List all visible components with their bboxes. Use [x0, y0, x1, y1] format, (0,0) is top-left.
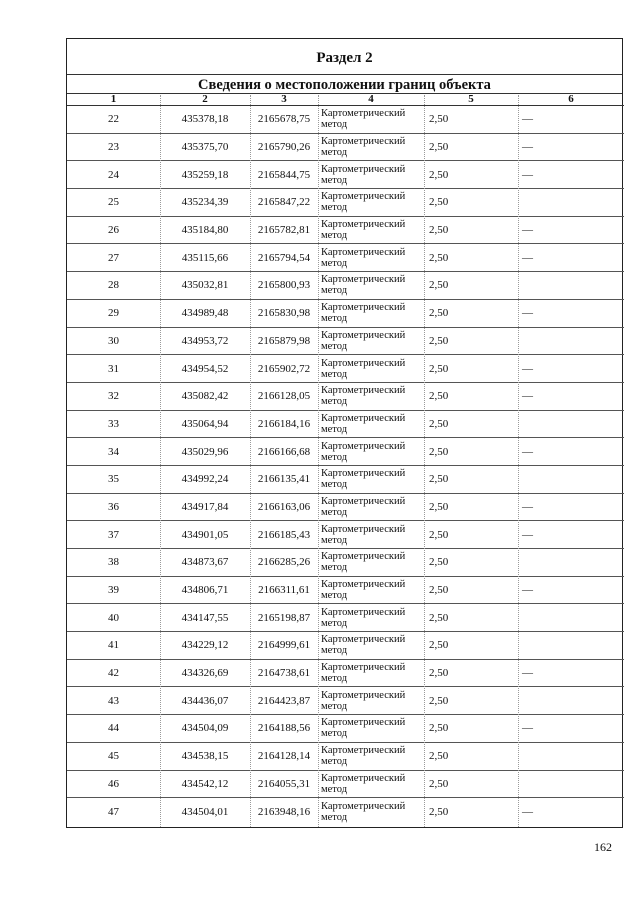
- accuracy-cell: 2,50: [424, 410, 518, 438]
- point-number-cell: 34: [67, 438, 160, 466]
- accuracy-cell: 2,50: [424, 604, 518, 632]
- accuracy-cell: 2,50: [424, 382, 518, 410]
- method-cell: Картометрический метод: [318, 549, 424, 577]
- table-row: [67, 133, 624, 161]
- y-coordinate-cell: 2165879,98: [250, 327, 318, 355]
- column-divider: [160, 95, 161, 827]
- method-cell: Картометрический метод: [318, 272, 424, 300]
- table-row: [67, 216, 624, 244]
- description-cell: [518, 465, 624, 493]
- description-cell: [518, 272, 624, 300]
- description-cell: [518, 327, 624, 355]
- point-number-cell: 35: [67, 465, 160, 493]
- y-coordinate-cell: 2166185,43: [250, 521, 318, 549]
- method-cell: Картометрический метод: [318, 493, 424, 521]
- x-coordinate-cell: 434147,55: [160, 604, 250, 632]
- x-coordinate-cell: 434873,67: [160, 549, 250, 577]
- description-cell: —: [518, 355, 624, 383]
- method-cell: Картометрический метод: [318, 216, 424, 244]
- description-cell: —: [518, 216, 624, 244]
- y-coordinate-cell: 2164188,56: [250, 715, 318, 743]
- section-title: Раздел 2: [67, 39, 622, 75]
- description-cell: [518, 549, 624, 577]
- description-cell: —: [518, 715, 624, 743]
- point-number-cell: 28: [67, 272, 160, 300]
- y-coordinate-cell: 2165794,54: [250, 244, 318, 272]
- method-cell: Картометрический метод: [318, 604, 424, 632]
- table-row: [67, 770, 624, 798]
- point-number-cell: 40: [67, 604, 160, 632]
- y-coordinate-cell: 2164738,61: [250, 659, 318, 687]
- column-header: 5: [424, 94, 518, 106]
- y-coordinate-cell: 2166135,41: [250, 465, 318, 493]
- x-coordinate-cell: 434326,69: [160, 659, 250, 687]
- point-number-cell: 29: [67, 299, 160, 327]
- table-row: [67, 632, 624, 660]
- y-coordinate-cell: 2165844,75: [250, 161, 318, 189]
- x-coordinate-cell: 434917,84: [160, 493, 250, 521]
- x-coordinate-cell: 435115,66: [160, 244, 250, 272]
- method-cell: Картометрический метод: [318, 244, 424, 272]
- description-cell: —: [518, 659, 624, 687]
- description-cell: [518, 687, 624, 715]
- table-row: [67, 687, 624, 715]
- accuracy-cell: 2,50: [424, 465, 518, 493]
- table-row: [67, 272, 624, 300]
- accuracy-cell: 2,50: [424, 493, 518, 521]
- column-header: 1: [67, 94, 160, 106]
- table-row: [67, 106, 624, 134]
- point-number-cell: 23: [67, 133, 160, 161]
- x-coordinate-cell: 435064,94: [160, 410, 250, 438]
- x-coordinate-cell: 434989,48: [160, 299, 250, 327]
- column-divider: [318, 95, 319, 827]
- y-coordinate-cell: 2166285,26: [250, 549, 318, 577]
- point-number-cell: 45: [67, 742, 160, 770]
- method-cell: Картометрический метод: [321, 800, 406, 823]
- method-cell: Картометрический метод: [318, 189, 424, 217]
- method-cell: Картометрический метод: [318, 327, 424, 355]
- y-coordinate-cell: 2164999,61: [250, 632, 318, 660]
- x-coordinate-cell: 434806,71: [160, 576, 250, 604]
- x-coordinate-cell: 434954,52: [160, 355, 250, 383]
- boundary-table: [67, 94, 624, 825]
- x-coordinate-cell: 434953,72: [160, 327, 250, 355]
- table-row: [67, 327, 624, 355]
- description-cell: —: [518, 299, 624, 327]
- method-cell: Картометрический метод: [318, 410, 424, 438]
- table-row: [67, 438, 624, 466]
- method-cell: Картометрический метод: [318, 632, 424, 660]
- accuracy-cell: 2,50: [424, 576, 518, 604]
- description-cell: —: [518, 161, 624, 189]
- description-cell: —: [518, 244, 624, 272]
- x-coordinate-cell: 435029,96: [160, 438, 250, 466]
- y-coordinate-cell: 2166311,61: [250, 576, 318, 604]
- description-cell: —: [522, 805, 533, 818]
- point-number-cell: 38: [67, 549, 160, 577]
- method-cell: Картометрический метод: [318, 382, 424, 410]
- accuracy-cell: 2,50: [424, 742, 518, 770]
- point-number-cell: 42: [67, 659, 160, 687]
- y-coordinate-cell: 2165830,98: [250, 299, 318, 327]
- table-row: [67, 299, 624, 327]
- method-cell: Картометрический метод: [318, 133, 424, 161]
- y-coordinate-cell: 2165800,93: [250, 272, 318, 300]
- point-number-cell: 32: [67, 382, 160, 410]
- x-coordinate-cell: 435375,70: [160, 133, 250, 161]
- description-cell: —: [518, 493, 624, 521]
- description-cell: [518, 189, 624, 217]
- table-row: [67, 244, 624, 272]
- y-coordinate-cell: 2164055,31: [250, 770, 318, 798]
- point-number-cell: 44: [67, 715, 160, 743]
- point-number-cell: 37: [67, 521, 160, 549]
- accuracy-cell: 2,50: [424, 549, 518, 577]
- accuracy-cell: 2,50: [424, 189, 518, 217]
- table-row: [67, 410, 624, 438]
- table-body: [67, 106, 624, 825]
- table-row: [67, 493, 624, 521]
- y-coordinate-cell: 2164128,14: [250, 742, 318, 770]
- description-cell: [518, 770, 624, 798]
- y-coordinate-cell: 2165790,26: [250, 133, 318, 161]
- table-row: [67, 576, 624, 604]
- method-cell: Картометрический метод: [318, 576, 424, 604]
- table-row: [67, 798, 624, 825]
- column-header: 2: [160, 94, 250, 106]
- accuracy-cell: 2,50: [424, 299, 518, 327]
- x-coordinate-cell: 434504,01: [181, 805, 229, 818]
- x-coordinate-cell: 435082,42: [160, 382, 250, 410]
- description-cell: —: [518, 521, 624, 549]
- x-coordinate-cell: 434504,09: [160, 715, 250, 743]
- y-coordinate-cell: 2166163,06: [250, 493, 318, 521]
- y-coordinate-cell: 2166166,68: [250, 438, 318, 466]
- y-coordinate-cell: 2166128,05: [250, 382, 318, 410]
- y-coordinate-cell: 2164423,87: [250, 687, 318, 715]
- method-cell: Картометрический метод: [318, 742, 424, 770]
- point-number-cell: 43: [67, 687, 160, 715]
- x-coordinate-cell: 435259,18: [160, 161, 250, 189]
- method-cell: Картометрический метод: [318, 299, 424, 327]
- point-number-cell: 27: [67, 244, 160, 272]
- accuracy-cell: 2,50: [424, 715, 518, 743]
- accuracy-cell: 2,50: [424, 521, 518, 549]
- x-coordinate-cell: 434901,05: [160, 521, 250, 549]
- point-number-cell: 30: [67, 327, 160, 355]
- point-number-cell: 26: [67, 216, 160, 244]
- accuracy-cell: 2,50: [424, 770, 518, 798]
- accuracy-cell: 2,50: [424, 327, 518, 355]
- table-row: [67, 161, 624, 189]
- x-coordinate-cell: 434992,24: [160, 465, 250, 493]
- method-cell: Картометрический метод: [318, 106, 424, 134]
- point-number-cell: 41: [67, 632, 160, 660]
- method-cell: Картометрический метод: [318, 659, 424, 687]
- point-number-cell: 22: [67, 106, 160, 134]
- point-number-cell: 46: [67, 770, 160, 798]
- y-coordinate-cell: 2165782,81: [250, 216, 318, 244]
- column-number-row: [67, 94, 624, 106]
- y-coordinate-cell: 2165902,72: [250, 355, 318, 383]
- method-cell: Картометрический метод: [318, 161, 424, 189]
- x-coordinate-cell: 435378,18: [160, 106, 250, 134]
- x-coordinate-cell: 434538,15: [160, 742, 250, 770]
- x-coordinate-cell: 435032,81: [160, 272, 250, 300]
- table-row: [67, 465, 624, 493]
- table-subtitle: Сведения о местоположении границ объекта: [67, 75, 622, 94]
- page-number: 162: [594, 840, 612, 854]
- accuracy-cell: 2,50: [424, 133, 518, 161]
- method-cell: Картометрический метод: [318, 465, 424, 493]
- description-cell: [518, 410, 624, 438]
- x-coordinate-cell: 434229,12: [160, 632, 250, 660]
- y-coordinate-cell: 2165847,22: [250, 189, 318, 217]
- x-coordinate-cell: 434542,12: [160, 770, 250, 798]
- accuracy-cell: 2,50: [429, 805, 449, 818]
- description-cell: —: [518, 133, 624, 161]
- point-number-cell: 25: [67, 189, 160, 217]
- description-cell: [518, 604, 624, 632]
- table-row: [67, 355, 624, 383]
- document-sheet: [66, 38, 623, 828]
- point-number-cell: 24: [67, 161, 160, 189]
- accuracy-cell: 2,50: [424, 106, 518, 134]
- accuracy-cell: 2,50: [424, 244, 518, 272]
- table-row: [67, 189, 624, 217]
- point-number-cell: 39: [67, 576, 160, 604]
- table-row: [67, 382, 624, 410]
- method-cell: Картометрический метод: [318, 521, 424, 549]
- accuracy-cell: 2,50: [424, 632, 518, 660]
- accuracy-cell: 2,50: [424, 687, 518, 715]
- table-row: [67, 715, 624, 743]
- y-coordinate-cell: 2163948,16: [257, 805, 311, 818]
- description-cell: —: [518, 576, 624, 604]
- method-cell: Картометрический метод: [318, 355, 424, 383]
- column-header: 4: [318, 94, 424, 106]
- point-number-cell: 33: [67, 410, 160, 438]
- x-coordinate-cell: 435234,39: [160, 189, 250, 217]
- accuracy-cell: 2,50: [424, 216, 518, 244]
- accuracy-cell: 2,50: [424, 438, 518, 466]
- table-row: [67, 604, 624, 632]
- description-cell: —: [518, 106, 624, 134]
- accuracy-cell: 2,50: [424, 161, 518, 189]
- method-cell: Картометрический метод: [318, 715, 424, 743]
- y-coordinate-cell: 2165678,75: [250, 106, 318, 134]
- column-header: 3: [250, 94, 318, 106]
- column-divider: [518, 95, 519, 827]
- y-coordinate-cell: 2165198,87: [250, 604, 318, 632]
- description-cell: —: [518, 438, 624, 466]
- point-number-cell: 47: [108, 805, 119, 818]
- description-cell: —: [518, 382, 624, 410]
- x-coordinate-cell: 435184,80: [160, 216, 250, 244]
- accuracy-cell: 2,50: [424, 355, 518, 383]
- table-row: [67, 549, 624, 577]
- column-divider: [424, 95, 425, 827]
- y-coordinate-cell: 2166184,16: [250, 410, 318, 438]
- description-cell: [518, 742, 624, 770]
- point-number-cell: 36: [67, 493, 160, 521]
- column-divider: [250, 95, 251, 827]
- point-number-cell: 31: [67, 355, 160, 383]
- table-row: [67, 742, 624, 770]
- method-cell: Картометрический метод: [318, 770, 424, 798]
- table-row: [67, 659, 624, 687]
- table-row: [67, 521, 624, 549]
- accuracy-cell: 2,50: [424, 659, 518, 687]
- method-cell: Картометрический метод: [318, 438, 424, 466]
- accuracy-cell: 2,50: [424, 272, 518, 300]
- column-header: 6: [518, 94, 624, 106]
- method-cell: Картометрический метод: [318, 687, 424, 715]
- description-cell: [518, 632, 624, 660]
- x-coordinate-cell: 434436,07: [160, 687, 250, 715]
